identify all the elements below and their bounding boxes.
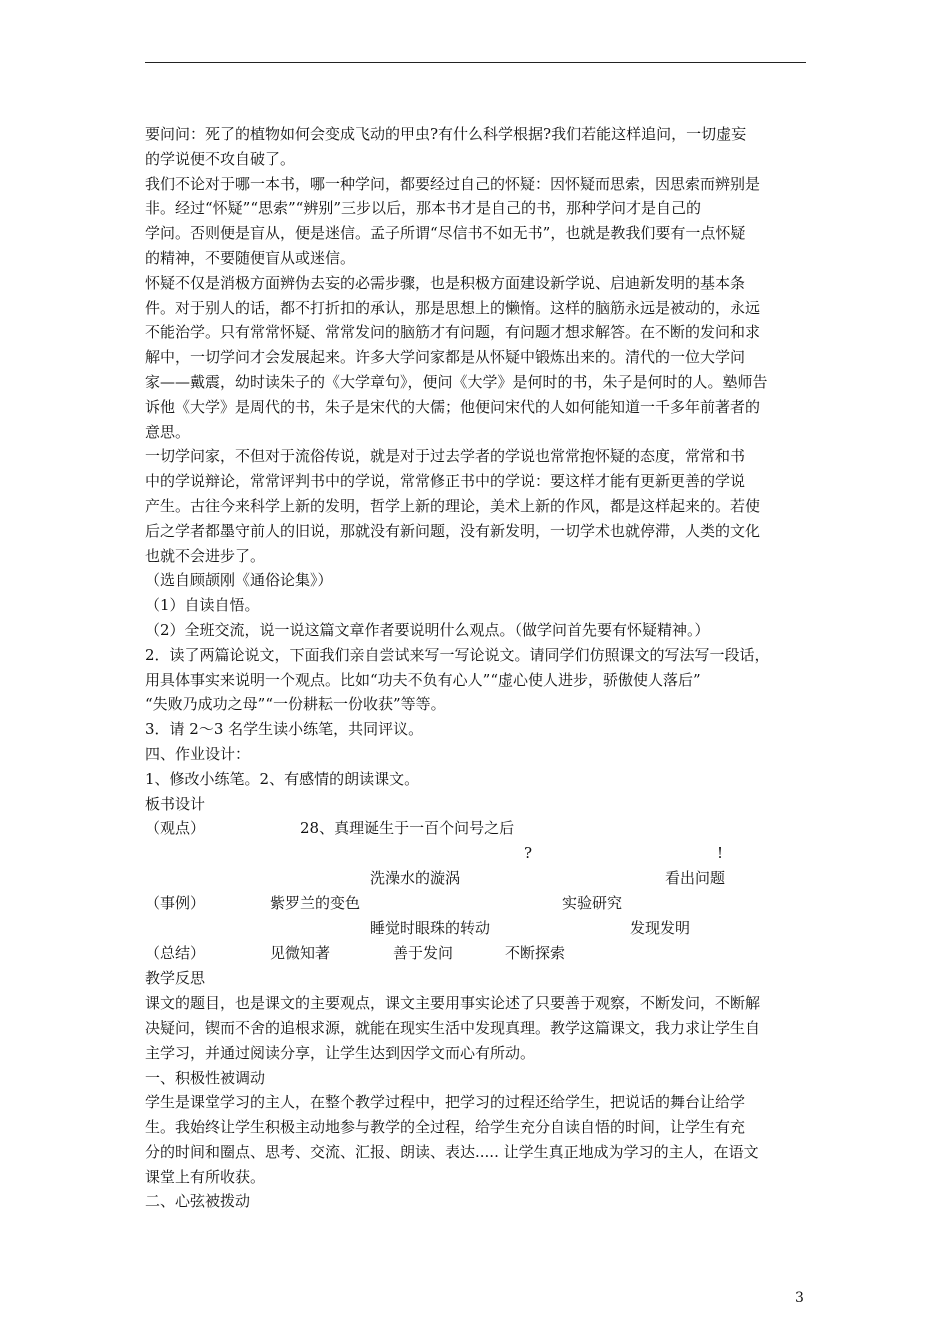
document-body (145, 122, 825, 1214)
text-line: 分的时间和圈点、思考、交流、汇报、朗读、表达..... 让学生真正地成为学习的主人，在语文 (145, 1142, 759, 1161)
text-line: 课堂上有所收获。 (145, 1167, 266, 1186)
text-line: 四、作业设计： (145, 744, 251, 763)
board-row-1 (145, 816, 825, 841)
text-line: 非。经过“怀疑”“思索”“辨别”三步以后，那本书才是自己的书，那种学问才是自己的 (145, 199, 702, 218)
text-line: 解中，一切学问才会发展起来。许多大学问家都是从怀疑中锻炼出来的。清代的一位大学问 (145, 348, 746, 367)
text-line: 怀疑不仅是消极方面辨伪去妄的必需步骤，也是积极方面建设新学说、启迪新发明的基本条 (145, 273, 746, 292)
board-label-examples: （事例） (145, 894, 206, 913)
board-label-viewpoint: （观点） (145, 819, 206, 838)
text-line: 诉他《大学》是周代的书，朱子是宋代的大儒；他便问宋代的人如何能知道一千多年前著者的 (145, 397, 761, 416)
text-line: （选自顾颉刚《通俗论集》） (145, 571, 333, 590)
text-line: （1）自读自悟。 (145, 596, 260, 615)
text-line: 课文的题目，也是课文的主要观点，课文主要用事实论述了只要善于观察，不断发问，不断解 (145, 994, 761, 1013)
text-line: 1、修改小练笔。2、有感情的朗读课文。 (145, 769, 420, 788)
text-line: 中的学说辩论，常常评判书中的学说，常常修正书中的学说：要这样才能有更新更善的学说 (145, 472, 746, 491)
text-line: 学生是课堂学习的主人，在整个教学过程中，把学习的过程还给学生，把说话的舞台让给学 (145, 1093, 746, 1112)
text-line: 的精神，不要随便盲从或迷信。 (145, 248, 356, 267)
text-line: 生。我始终让学生积极主动地参与教学的全过程，给学生充分自读自悟的时间，让学生有充 (145, 1118, 746, 1137)
text-line: 不能治学。只有常常怀疑、常常发问的脑筋才有问题，有问题才想求解答。在不断的发问和求 (145, 323, 761, 342)
text-line: 一、积极性被调动 (145, 1068, 266, 1087)
board-example-1: 洗澡水的漩涡 (370, 869, 461, 888)
board-row-6 (145, 941, 825, 966)
text-line: 也就不会进步了。 (145, 546, 266, 565)
board-example-3: 睡觉时眼珠的转动 (370, 919, 491, 938)
text-line: 决疑问，锲而不舍的追根求源，就能在现实生活中发现真理。教学这篇课文，我力求让学生自 (145, 1018, 761, 1037)
page-number: 3 (795, 1290, 804, 1306)
text-line: 我们不论对于哪一本书，哪一种学问，都要经过自己的怀疑：因怀疑而思索，因思索而辨别是 (145, 174, 761, 193)
body-text-bottom (145, 966, 825, 1214)
text-line: 家——戴震，幼时读朱子的《大学章句》，便问《大学》是何时的书，朱子是何时的人。塾师告 (145, 372, 768, 391)
body-text-top (145, 122, 825, 816)
text-line: 件。对于别人的话，都不打折扣的承认，那是思想上的懒惰。这样的脑筋永远是被动的，永远 (145, 298, 761, 317)
board-summary-3: 不断探索 (505, 944, 566, 963)
text-line: 3．请 2～3 名学生读小练笔，共同评议。 (145, 720, 424, 739)
header-rule (145, 62, 806, 63)
board-result-2: 实验研究 (562, 894, 623, 913)
board-title: 28、真理诞生于一百个问号之后 (300, 819, 515, 838)
board-summary-2: 善于发问 (393, 944, 454, 963)
text-line: 后之学者都墨守前人的旧说，那就没有新问题，没有新发明，一切学术也就停滞，人类的文化 (145, 521, 761, 540)
text-line: 主学习，并通过阅读分享，让学生达到因学文而心有所动。 (145, 1043, 536, 1062)
text-line: 的学说便不攻自破了。 (145, 149, 296, 168)
board-row-5 (145, 916, 825, 941)
board-row-2 (145, 841, 825, 866)
text-line: 2．读了两篇论说文，下面我们亲自尝试来写一写论说文。请同学们仿照课文的写法写一段话， (145, 645, 770, 664)
text-line: 教学反思 (145, 969, 206, 988)
text-line: 板书设计 (145, 794, 206, 813)
board-row-4 (145, 891, 825, 916)
text-line: 学问。否则便是盲从，便是迷信。孟子所谓“尽信书不如无书”，也就是教我们要有一点怀疑 (145, 224, 746, 243)
board-example-2: 紫罗兰的变色 (270, 894, 361, 913)
text-line: 用具体事实来说明一个观点。比如“功夫不负有心人”“虚心使人进步，骄傲使人落后” (145, 670, 701, 689)
board-row-3 (145, 866, 825, 891)
board-summary-1: 见微知著 (270, 944, 331, 963)
text-line: 要问问：死了的植物如何会变成飞动的甲虫?有什么科学根据?我们若能这样追问，一切虚妄 (145, 125, 747, 143)
text-line: 一切学问家，不但对于流俗传说，就是对于过去学者的学说也常常抱怀疑的态度，常常和书 (145, 447, 746, 466)
board-result-1: 看出问题 (665, 869, 726, 888)
text-line: 产生。古往今来科学上新的发明，哲学上新的理论，美术上新的作风，都是这样起来的。若使 (145, 496, 761, 515)
board-label-summary: （总结） (145, 944, 206, 963)
text-line: （2）全班交流，说一说这篇文章作者要说明什么观点。（做学问首先要有怀疑精神。） (145, 620, 710, 639)
board-exclamation-mark: ! (717, 844, 724, 863)
board-question-mark: ? (524, 844, 533, 863)
text-line: “失败乃成功之母”“一份耕耘一份收获”等等。 (145, 695, 446, 714)
board-result-3: 发现发明 (630, 919, 691, 938)
text-line: 意思。 (145, 422, 191, 441)
text-line: 二、心弦被拨动 (145, 1192, 251, 1211)
